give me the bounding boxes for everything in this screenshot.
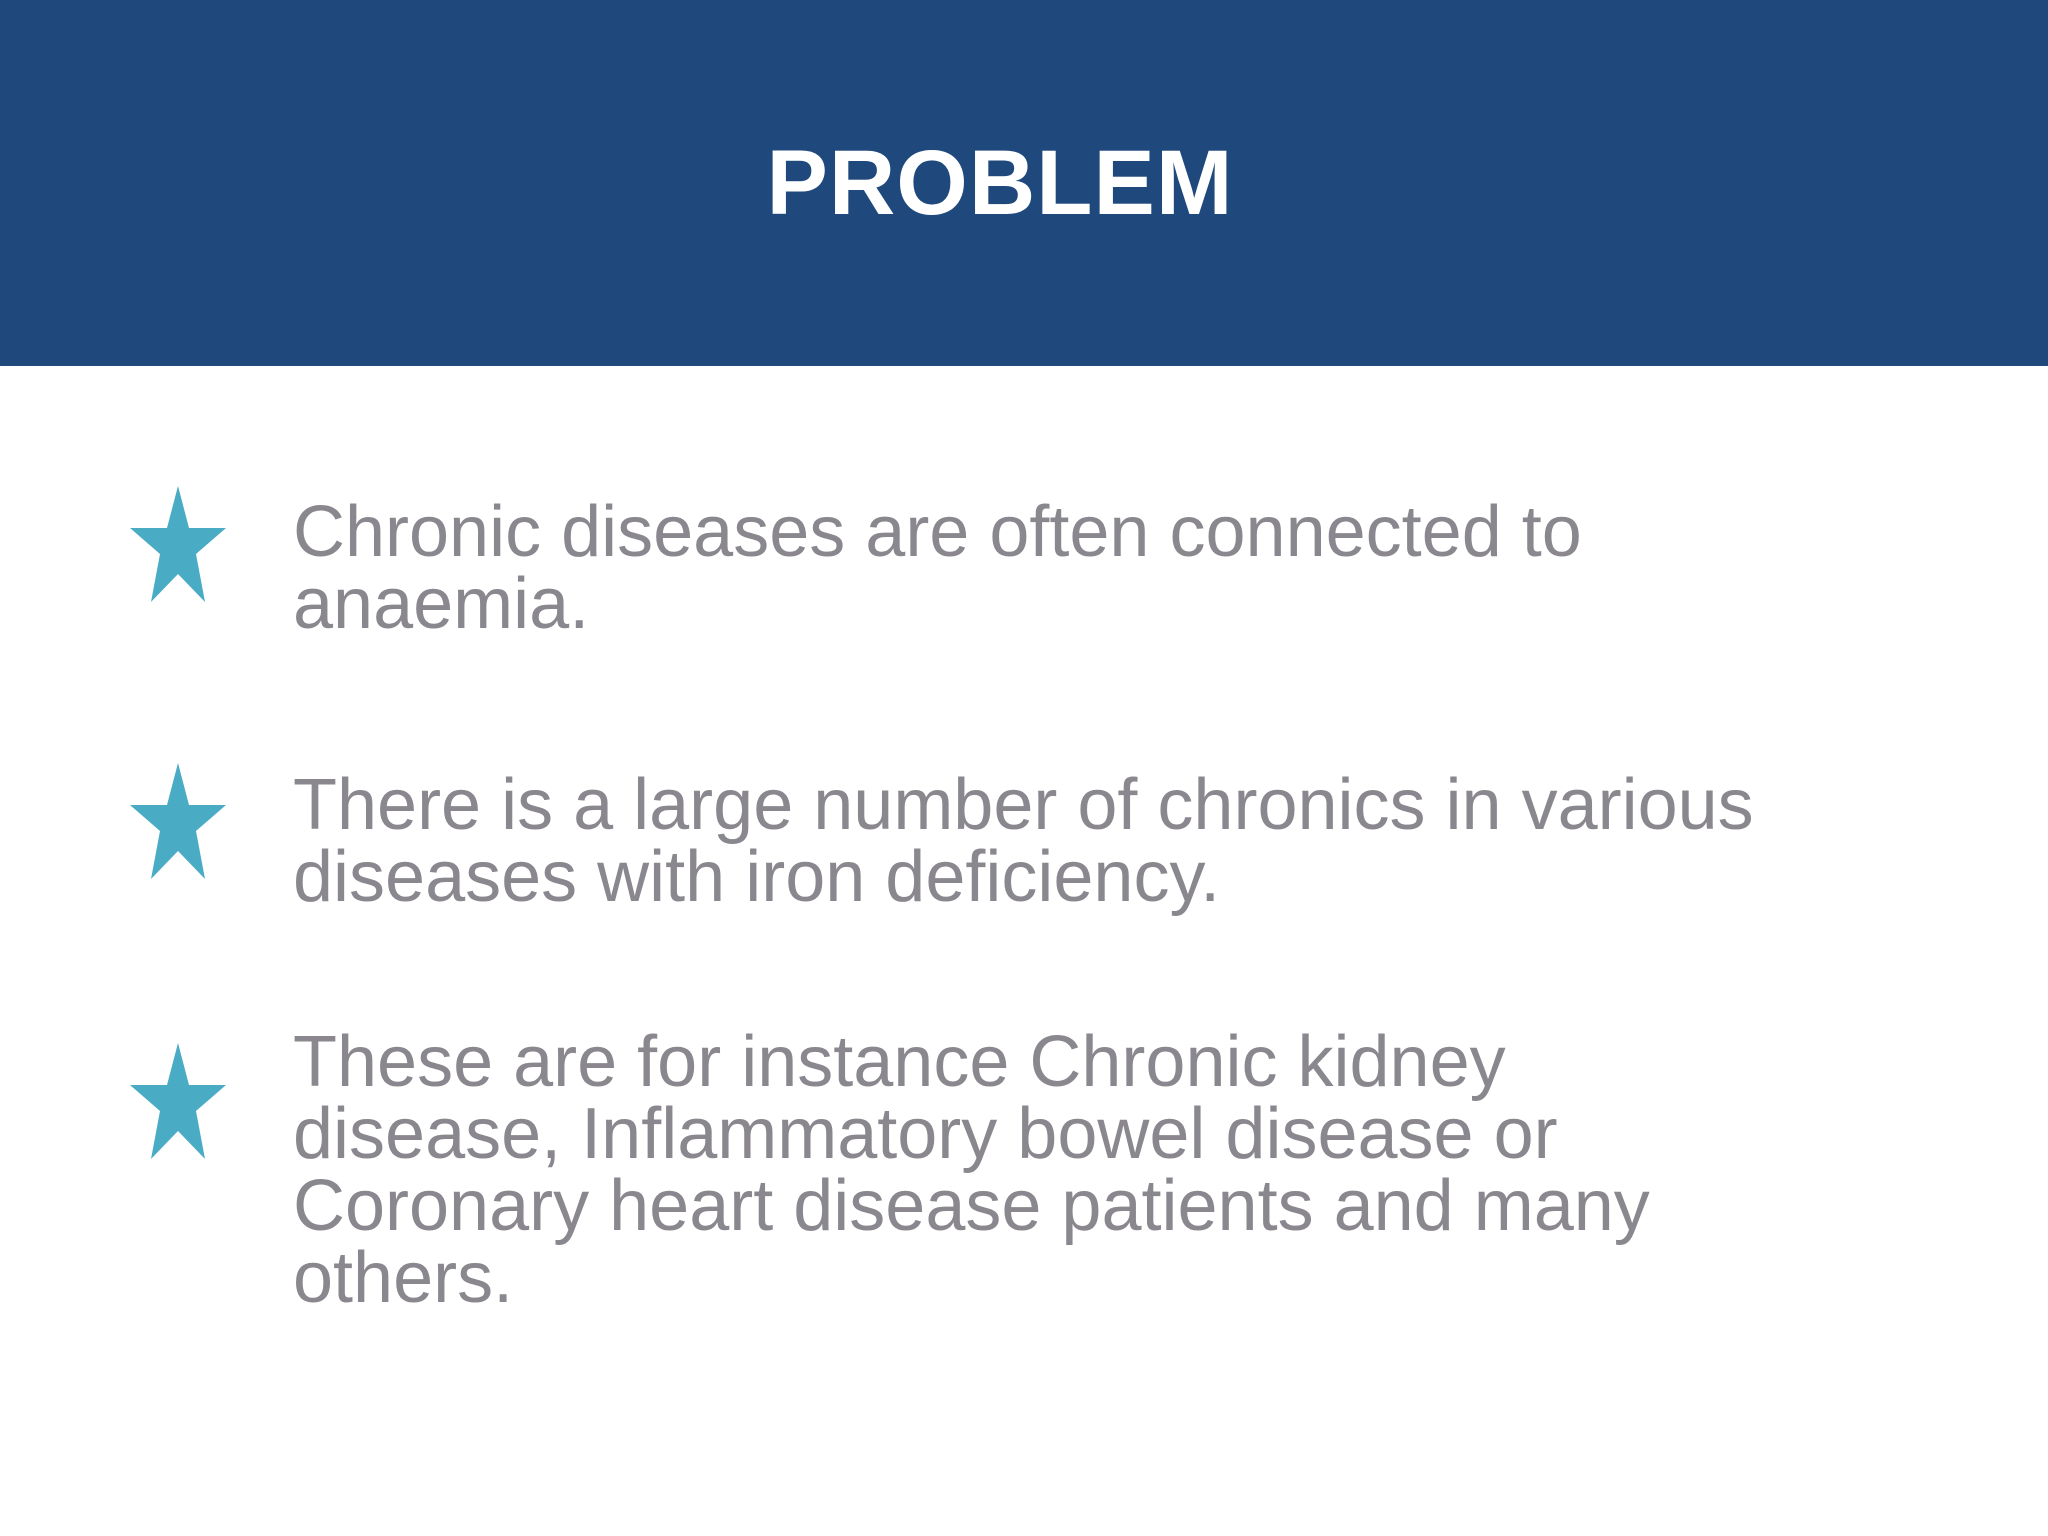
bullet-line: These are for instance Chronic kidney xyxy=(293,1022,1506,1102)
bullet-line: disease, Inflammatory bowel disease or xyxy=(293,1094,1558,1174)
bullet-line: There is a large number of chronics in various xyxy=(293,765,1754,845)
slide-title: PROBLEM xyxy=(766,132,1234,234)
star-icon xyxy=(130,763,226,879)
star-icon xyxy=(130,486,226,602)
star-icon xyxy=(130,1043,226,1159)
bullet-line: Coronary heart disease patients and many xyxy=(293,1166,1650,1246)
bullet-text xyxy=(293,492,1913,644)
bullet-line: Chronic diseases are often connected to xyxy=(293,492,1582,572)
bullet-line: anaemia. xyxy=(293,564,590,644)
bullet-line: diseases with iron deficiency. xyxy=(293,837,1221,917)
header-band xyxy=(0,0,2048,366)
bullet-text xyxy=(293,1022,1913,1318)
bullet-text xyxy=(293,765,1913,917)
bullet-line: others. xyxy=(293,1238,514,1318)
